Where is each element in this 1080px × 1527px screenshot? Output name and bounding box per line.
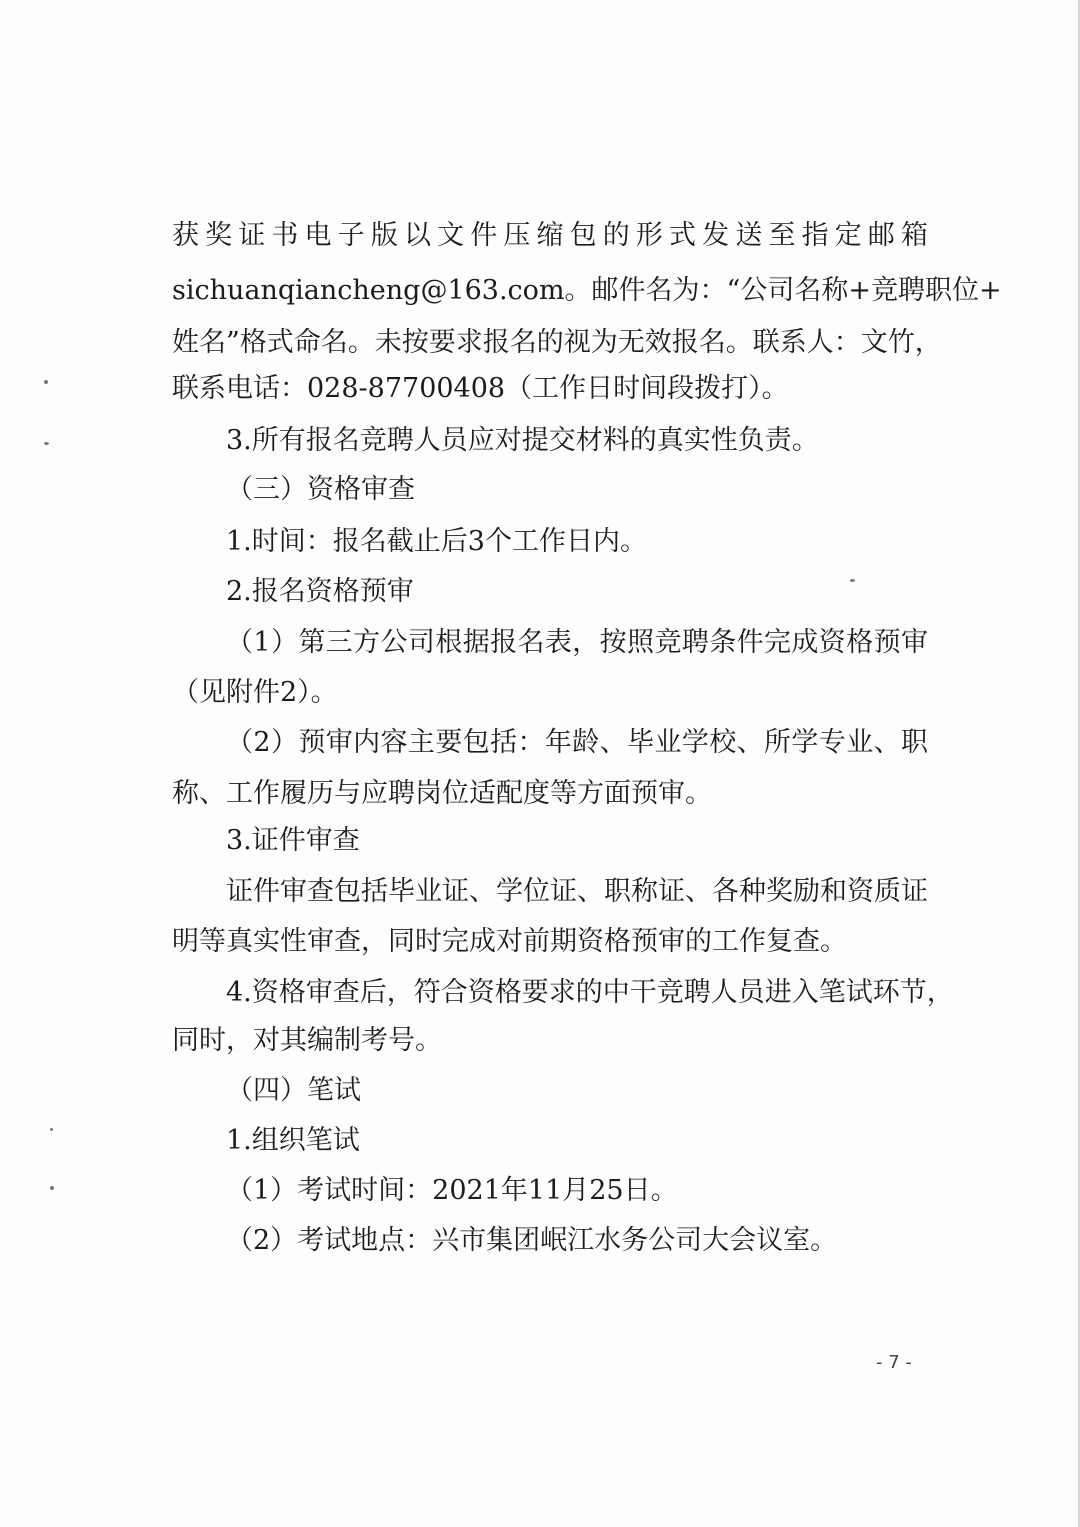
section-heading: （三）资格审查 [226, 474, 415, 505]
subsection-heading: 2.报名资格预审 [226, 576, 414, 607]
page-number: - 7 - [876, 1352, 912, 1373]
body-line: （2）考试地点：兴市集团岷江水务公司大会议室。 [226, 1225, 838, 1256]
scan-speck [44, 380, 48, 384]
section-heading: （四）笔试 [226, 1075, 361, 1106]
scan-speck [50, 1186, 54, 1190]
body-line: 称、工作履历与应聘岗位适配度等方面预审。 [172, 778, 712, 809]
body-line: 证件审查包括毕业证、学位证、职称证、各种奖励和资质证 [226, 876, 928, 907]
scan-speck [50, 1128, 53, 1131]
subsection-heading: 3.证件审查 [226, 825, 360, 856]
body-line: 明等真实性审查，同时完成对前期资格预审的工作复查。 [172, 926, 847, 957]
body-line: 同时，对其编制考号。 [172, 1025, 442, 1056]
body-line: 4.资格审查后，符合资格要求的中干竞聘人员进入笔试环节， [226, 977, 954, 1008]
body-line: 3.所有报名竞聘人员应对提交材料的真实性负责。 [226, 425, 819, 456]
body-line: （1）考试时间：2021年11月25日。 [226, 1175, 678, 1206]
scan-speck [44, 442, 49, 445]
body-line: 姓名”格式命名。未按要求报名的视为无效报名。联系人：文竹， [172, 327, 942, 358]
body-line: 联系电话：028-87700408（工作日时间段拨打）。 [172, 373, 789, 404]
scan-speck [850, 579, 855, 582]
body-line: （1）第三方公司根据报名表，按照竞聘条件完成资格预审 [226, 627, 928, 658]
body-line: 1.时间：报名截止后3个工作日内。 [226, 526, 647, 557]
body-line: （2）预审内容主要包括：年龄、毕业学校、所学专业、职 [226, 727, 928, 758]
body-line: （见附件2）。 [172, 677, 338, 708]
body-line: sichuanqiancheng@163.com。邮件名为：“公司名称+竞聘职位+ [172, 275, 1002, 306]
body-line: 获奖证书电子版以文件压缩包的形式发送至指定邮箱 [172, 220, 928, 251]
subsection-heading: 1.组织笔试 [226, 1125, 360, 1156]
